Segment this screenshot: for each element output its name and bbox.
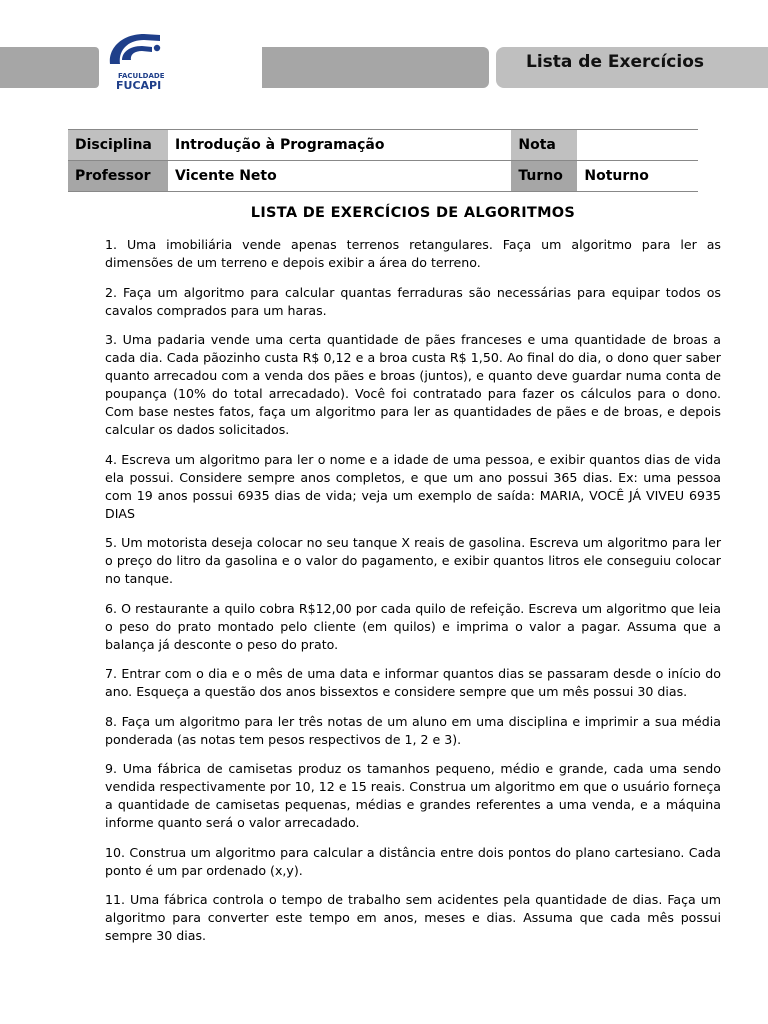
logo-name: FUCAPI (116, 79, 162, 92)
exercise-item: 4. Escreva um algoritmo para ler o nome e a idade de uma pessoa, e exibir quantos dias de vida ela possui. Considere sempre anos completos, e que um ano possui 365 dias. Ex: uma pessoa com 19 anos possui 6935 dias de vida; veja um exemplo de saída: MARIA, VOCÊ JÁ VIVEU 6935 DIAS (105, 451, 721, 521)
nota-label: Nota (511, 130, 577, 161)
exercise-item: 1. Uma imobiliária vende apenas terrenos retangulares. Faça um algoritmo para ler as dimensões de um terreno e depois exibir a área do terreno. (105, 237, 721, 270)
header-title: Lista de Exercícios (526, 52, 705, 72)
exercise-item: 9. Uma fábrica de camisetas produz os tamanhos pequeno, médio e grande, cada uma sendo vendida respectivamente por 10, 12 e 15 reais. Construa um algoritmo em que o usuário forneça a quantidade de camisetas pequenas, médias e grandes referentes a uma venda, e a máquina informe quanto será o valor arrecadado. (105, 761, 721, 830)
info-row-professor (68, 161, 698, 192)
exercise-item: 3. Uma padaria vende uma certa quantidade de pães franceses e uma quantidade de broas a cada dia. Cada pãozinho custa R$ 0,12 e a broa custa R$ 1,50. Ao final do dia, o dono quer saber quanto arrecadou com a venda dos pães e broas (juntos), e quanto deve guardar numa conta de poupança (10% do total arrecadado). Você foi contratado para fazer os cálculos para o dono. Com base nestes fatos, faça um algoritmo para ler as quantidades de pães e de broas, e depois calcular os dados solicitados. (105, 332, 721, 437)
professor-label: Professor (68, 161, 168, 192)
disciplina-label: Disciplina (68, 130, 168, 161)
course-info-table (68, 129, 698, 192)
fucapi-logo (104, 30, 166, 92)
exercise-list (105, 236, 721, 957)
disciplina-value: Introdução à Programação (168, 130, 511, 161)
exercise-item: 7. Entrar com o dia e o mês de uma data e informar quantos dias se passaram desde o início do ano. Esqueça a questão dos anos bissextos e considere sempre que um mês possui 30 dias. (105, 666, 721, 699)
info-row-disciplina (68, 130, 698, 161)
professor-value: Vicente Neto (168, 161, 511, 192)
header-bar-left (0, 47, 99, 88)
logo-arc-icon (104, 30, 166, 74)
exercise-item: 5. Um motorista deseja colocar no seu tanque X reais de gasolina. Escreva um algoritmo para ler o preço do litro da gasolina e o valor do pagamento, e exibir quantos litros ele conseguiu colocar no tanque. (105, 535, 721, 586)
exercise-item: 2. Faça um algoritmo para calcular quantas ferraduras são necessárias para equipar todos os cavalos comprados para um haras. (105, 284, 721, 318)
exercise-item: 6. O restaurante a quilo cobra R$12,00 por cada quilo de refeição. Escreva um algoritmo que leia o peso do prato montado pelo cliente (em quilos) e imprima o valor a pagar. Assuma que a balança já desconte o peso do prato. (105, 600, 721, 652)
exercise-item: 10. Construa um algoritmo para calcular a distância entre dois pontos do plano cartesiano. Cada ponto é um par ordenado (x,y). (105, 844, 721, 878)
exercise-item: 11. Uma fábrica controla o tempo de trabalho sem acidentes pela quantidade de dias. Faça um algoritmo para converter este tempo em anos, meses e dias. Assuma que cada mês possui sempre 30 dias. (105, 892, 721, 943)
turno-value: Noturno (577, 161, 698, 192)
document-title: LISTA DE EXERCÍCIOS DE ALGORITMOS (250, 205, 576, 221)
logo-subtitle: FACULDADE (118, 72, 165, 80)
exercise-item: 8. Faça um algoritmo para ler três notas de um aluno em uma disciplina e imprimir a sua média ponderada (as notas tem pesos respectivos de 1, 2 e 3). (105, 713, 721, 747)
nota-value (577, 130, 698, 161)
turno-label: Turno (511, 161, 577, 192)
header-bar-middle (262, 47, 489, 88)
